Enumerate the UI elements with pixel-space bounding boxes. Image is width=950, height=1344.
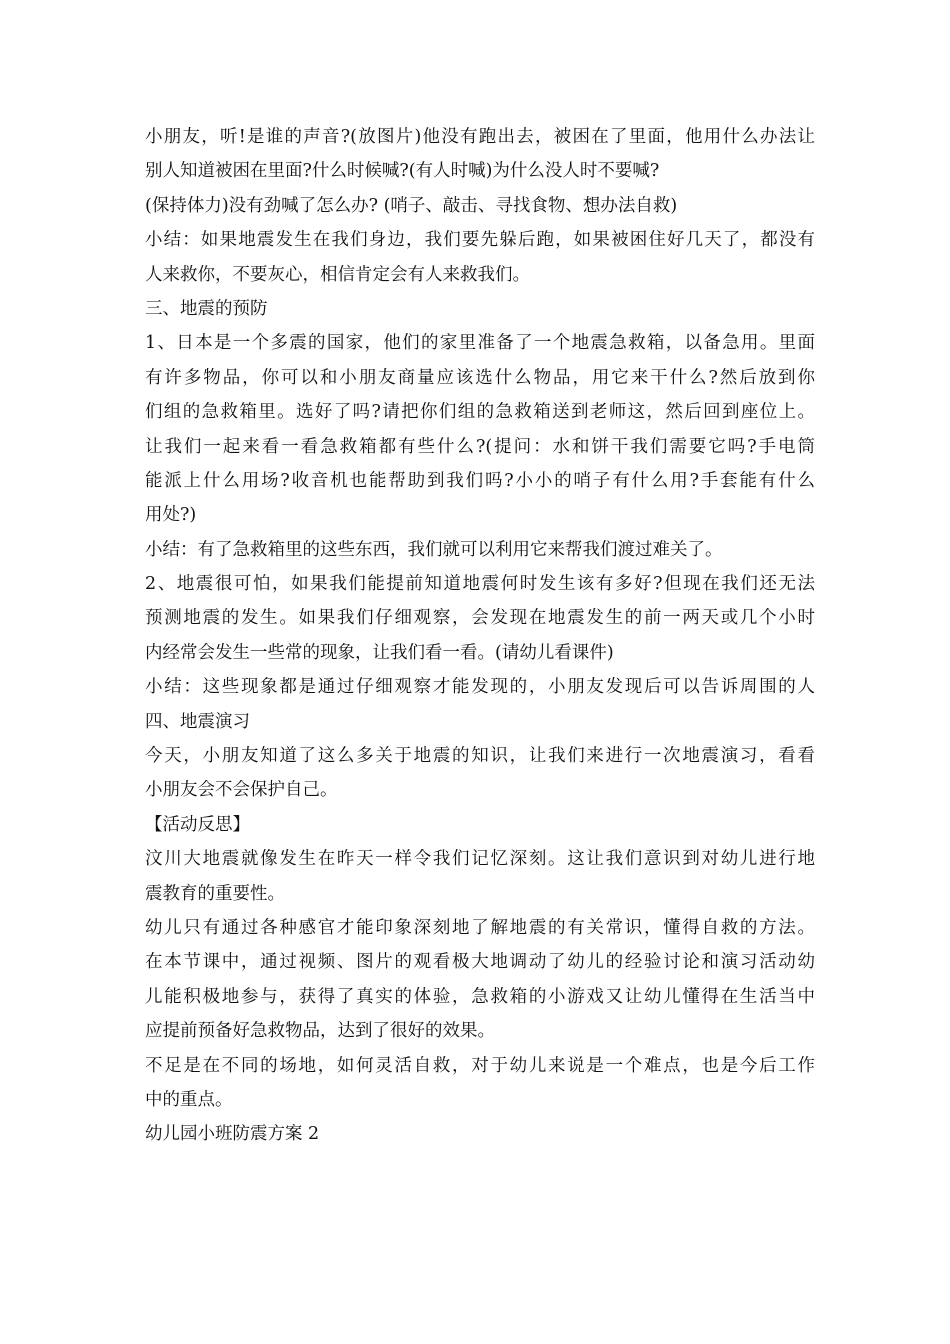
document-body [145,120,815,1152]
text-line: 人来救你，不要灰心，相信肯定会有人来救我们。 [145,264,530,285]
text-line: 别人知道被困在里面?什么时候喊?(有人时喊)为什么没人时不要喊? [145,161,660,182]
text-line: 汶川大地震就像发生在昨天一样令我们记忆深刻。这让我们意识到对幼儿进行地 [145,849,815,870]
text-line: 小朋友，听!是谁的声音?(放图片)他没有跑出去，被困在了里面，他用什么办法让 [145,127,815,147]
text-line: 小结：这些现象都是通过仔细观察才能发现的，小朋友发现后可以告诉周围的人 [145,677,815,698]
text-line: 小结：如果地震发生在我们身边，我们要先躲后跑，如果被困住好几天了，都没有 [145,230,815,251]
text-line: 2、地震很可怕，如果我们能提前知道地震何时发生该有多好?但现在我们还无法 [145,574,815,595]
text-line: 让我们一起来看一看急救箱都有些什么?(提问：水和饼干我们需要它吗?手电筒 [145,436,815,457]
text-line: 用处?) [145,505,197,526]
text-line: 小朋友会不会保护自己。 [145,780,338,801]
text-line: 中的重点。 [145,1089,233,1110]
text-line: 今天，小朋友知道了这么多关于地震的知识，让我们来进行一次地震演习，看看 [145,746,815,767]
text-line: 三、地震的预防 [145,298,268,319]
text-line: 有许多物品，你可以和小朋友商量应该选什么物品，用它来干什么?然后放到你 [145,367,815,388]
text-line: 小结：有了急救箱里的这些东西，我们就可以利用它来帮我们渡过难关了。 [145,539,723,560]
text-line: 应提前预备好急救物品，达到了很好的效果。 [145,1021,495,1042]
text-line: 幼儿园小班防震方案 2 [145,1124,320,1145]
text-line: 在本节课中，通过视频、图片的观看极大地调动了幼儿的经验讨论和演习活动幼 [145,952,815,973]
text-line: 儿能积极地参与，获得了真实的体验，急救箱的小游戏又让幼儿懂得在生活当中 [145,986,815,1007]
text-line: 【活动反思】 [145,814,250,835]
text-line: 能派上什么用场?收音机也能帮助到我们吗?小小的哨子有什么用?手套能有什么 [145,470,815,491]
text-line: 四、地震演习 [145,711,250,732]
text-line: 预测地震的发生。如果我们仔细观察，会发现在地震发生的前一两天或几个小时 [145,608,815,629]
text-line: 不足是在不同的场地，如何灵活自救，对于幼儿来说是一个难点，也是今后工作 [145,1055,815,1076]
text-line: 震教育的重要性。 [145,883,285,904]
text-line: 1、日本是一个多震的国家，他们的家里准备了一个地震急救箱，以备急用。里面 [145,333,815,354]
text-line: 幼儿只有通过各种感官才能印象深刻地了解地震的有关常识，懂得自救的方法。 [145,917,815,938]
text-line: 们组的急救箱里。选好了吗?请把你们组的急救箱送到老师这，然后回到座位上。 [145,402,815,423]
text-line: 内经常会发生一些常的现象，让我们看一看。(请幼儿看课件) [145,642,614,663]
text-line: (保持体力)没有劲喊了怎么办? (哨子、敲击、寻找食物、想办法自救) [145,195,678,216]
